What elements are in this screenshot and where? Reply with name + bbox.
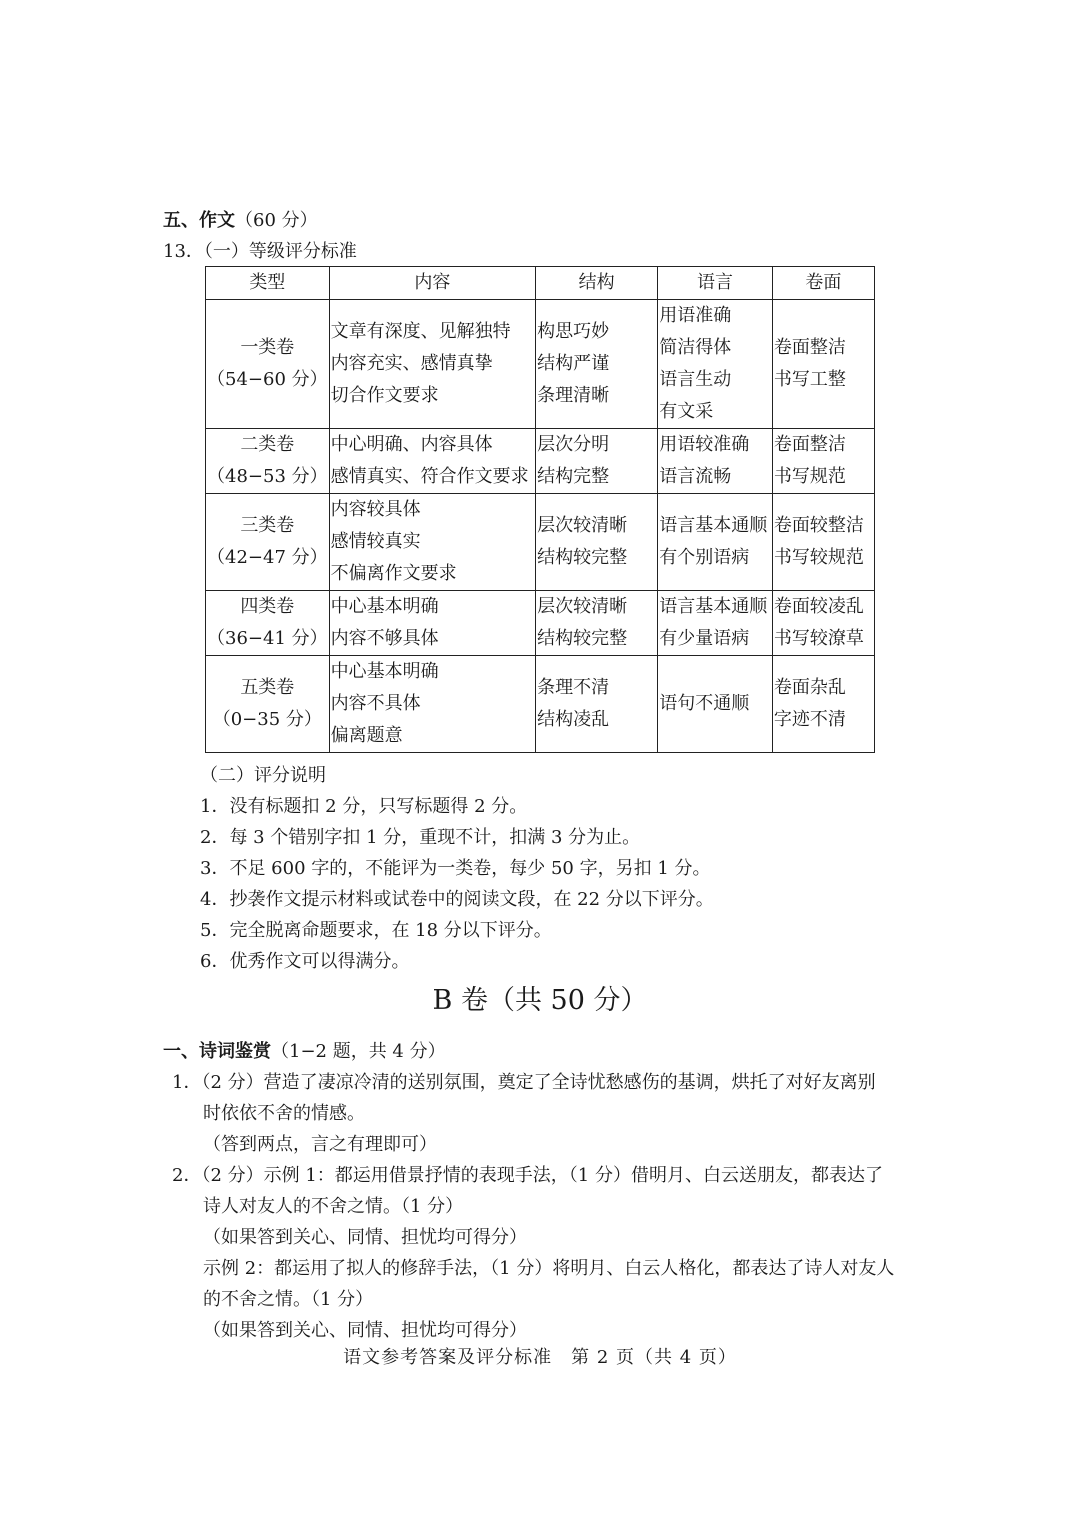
content-cell [329, 591, 535, 656]
cell-line: 书写工整 [773, 369, 846, 390]
grade-type-cell [206, 429, 330, 494]
cell-line: 感情较真实 [330, 531, 421, 552]
header-structure: 结构 [536, 267, 658, 300]
cell-line: 二类卷 [240, 434, 295, 455]
cell-line: 结构较完整 [537, 547, 628, 568]
answer-q1-line: 时依依不舍的情感。 [203, 1103, 365, 1124]
cell-line: 感情真实、符合作文要求 [330, 466, 529, 487]
cell-line: 中心基本明确 [330, 661, 439, 682]
language-cell [658, 591, 773, 656]
cell-line: 不偏离作文要求 [330, 563, 457, 584]
grade-type-cell [206, 656, 330, 753]
cell-line: 卷面较整洁 [773, 515, 864, 536]
cell-line: 内容较具体 [330, 499, 421, 520]
grade-type-cell [206, 591, 330, 656]
table-row [206, 429, 875, 494]
note-item: 4．抄袭作文提示材料或试卷中的阅读文段，在 22 分以下评分。 [200, 889, 714, 910]
structure-cell [536, 429, 658, 494]
cell-line: 条理不清 [537, 677, 610, 698]
cell-line: 书写较规范 [773, 547, 864, 568]
table-header-row [206, 267, 875, 300]
table-row [206, 656, 875, 753]
cell-line: 构思巧妙 [537, 321, 610, 342]
cell-line: 语言流畅 [659, 466, 732, 487]
cell-line: 有个别语病 [659, 547, 750, 568]
structure-cell [536, 591, 658, 656]
header-content: 内容 [329, 267, 535, 300]
cell-line: （36−41 分） [207, 628, 328, 649]
answer-q2-example2-line: 的不舍之情。（1 分） [203, 1289, 374, 1310]
cell-line: 简洁得体 [659, 337, 732, 358]
answer-q1-line: 1．（2 分）营造了凄凉冷清的送别氛围，奠定了全诗忧愁感伤的基调，烘托了对好友离别 [172, 1072, 876, 1093]
note-item: 1．没有标题扣 2 分，只写标题得 2 分。 [200, 796, 528, 817]
cell-line: 字迹不清 [773, 709, 846, 730]
note-item: 6．优秀作文可以得满分。 [200, 951, 410, 972]
section-heading-composition [163, 209, 318, 233]
cell-line: 用语准确 [659, 305, 732, 326]
language-cell [658, 494, 773, 591]
face-cell [772, 300, 874, 429]
cell-line: 语句不通顺 [659, 693, 750, 714]
cell-line: 偏离题意 [330, 725, 403, 746]
cell-line: 结构凌乱 [537, 709, 610, 730]
cell-line: 结构严谨 [537, 353, 610, 374]
cell-line: 结构较完整 [537, 628, 628, 649]
language-cell [658, 656, 773, 753]
cell-line: 有少量语病 [659, 628, 750, 649]
structure-cell [536, 656, 658, 753]
content-cell [329, 656, 535, 753]
grading-standard-table [205, 266, 875, 753]
cell-line: （54−60 分） [207, 369, 328, 390]
page-footer: 语文参考答案及评分标准 第 2 页（共 4 页） [343, 1347, 737, 1368]
notes-title: （二）评分说明 [200, 765, 326, 786]
language-cell [658, 429, 773, 494]
table-row [206, 300, 875, 429]
language-cell [658, 300, 773, 429]
cell-line: 语言基本通顺 [659, 596, 768, 617]
face-cell [772, 656, 874, 753]
cell-line: 内容不具体 [330, 693, 421, 714]
cell-line: 卷面较凌乱 [773, 596, 864, 617]
cell-line: 层次较清晰 [537, 596, 628, 617]
note-item: 3．不足 600 字的，不能评为一类卷，每少 50 字，另扣 1 分。 [200, 858, 711, 879]
cell-line: 切合作文要求 [330, 385, 439, 406]
cell-line: （42−47 分） [207, 547, 328, 568]
cell-line: 书写规范 [773, 466, 846, 487]
cell-line: 四类卷 [240, 596, 295, 617]
cell-line: 卷面杂乱 [773, 677, 846, 698]
face-cell [772, 429, 874, 494]
cell-line: 卷面整洁 [773, 337, 846, 358]
content-cell [329, 429, 535, 494]
answer-q2-line: 诗人对友人的不舍之情。（1 分） [203, 1196, 464, 1217]
grade-type-cell [206, 494, 330, 591]
content-cell [329, 300, 535, 429]
table-row [206, 591, 875, 656]
part-b-title: B 卷（共 50 分） [432, 985, 648, 1016]
grade-type-cell [206, 300, 330, 429]
cell-line: 语言基本通顺 [659, 515, 768, 536]
cell-line: 层次较清晰 [537, 515, 628, 536]
cell-line: 五类卷 [240, 677, 295, 698]
note-item: 5．完全脱离命题要求，在 18 分以下评分。 [200, 920, 552, 941]
answer-q1-note: （答到两点，言之有理即可） [203, 1134, 437, 1155]
structure-cell [536, 300, 658, 429]
section-heading-poetry [163, 1040, 446, 1064]
cell-line: 用语较准确 [659, 434, 750, 455]
cell-line: 中心基本明确 [330, 596, 439, 617]
cell-line: 内容充实、感情真挚 [330, 353, 493, 374]
cell-line: （0−35 分） [212, 709, 322, 730]
answer-q2-note: （如果答到关心、同情、担忧均可得分） [203, 1320, 527, 1341]
cell-line: 书写较潦草 [773, 628, 864, 649]
note-item: 2．每 3 个错别字扣 1 分，重现不计，扣满 3 分为止。 [200, 827, 641, 848]
answer-q2-example2-line: 示例 2：都运用了拟人的修辞手法，（1 分）将明月、白云人格化，都表达了诗人对友人 [203, 1258, 895, 1279]
cell-line: 语言生动 [659, 369, 732, 390]
cell-line: 内容不够具体 [330, 628, 439, 649]
poetry-title: 一、诗词鉴赏 [163, 1041, 271, 1062]
header-type: 类型 [206, 267, 330, 300]
face-cell [772, 591, 874, 656]
content-cell [329, 494, 535, 591]
cell-line: （48−53 分） [207, 466, 328, 487]
question-13-label: 13．（一）等级评分标准 [163, 241, 357, 262]
header-face: 卷面 [772, 267, 874, 300]
section-title: 五、作文 [163, 210, 235, 231]
poetry-score: （1−2 题，共 4 分） [271, 1041, 446, 1062]
cell-line: 条理清晰 [537, 385, 610, 406]
face-cell [772, 494, 874, 591]
cell-line: 一类卷 [240, 337, 295, 358]
structure-cell [536, 494, 658, 591]
cell-line: 结构完整 [537, 466, 610, 487]
cell-line: 卷面整洁 [773, 434, 846, 455]
answer-q2-line: 2．（2 分）示例 1：都运用借景抒情的表现手法，（1 分）借明月、白云送朋友，都表达了 [172, 1165, 883, 1186]
answer-q2-note: （如果答到关心、同情、担忧均可得分） [203, 1227, 527, 1248]
cell-line: 文章有深度、见解独特 [330, 321, 511, 342]
header-language: 语言 [658, 267, 773, 300]
cell-line: 中心明确、内容具体 [330, 434, 493, 455]
cell-line: 三类卷 [240, 515, 295, 536]
cell-line: 层次分明 [537, 434, 610, 455]
section-score: （60 分） [235, 210, 318, 231]
cell-line: 有文采 [659, 401, 714, 422]
table-row [206, 494, 875, 591]
